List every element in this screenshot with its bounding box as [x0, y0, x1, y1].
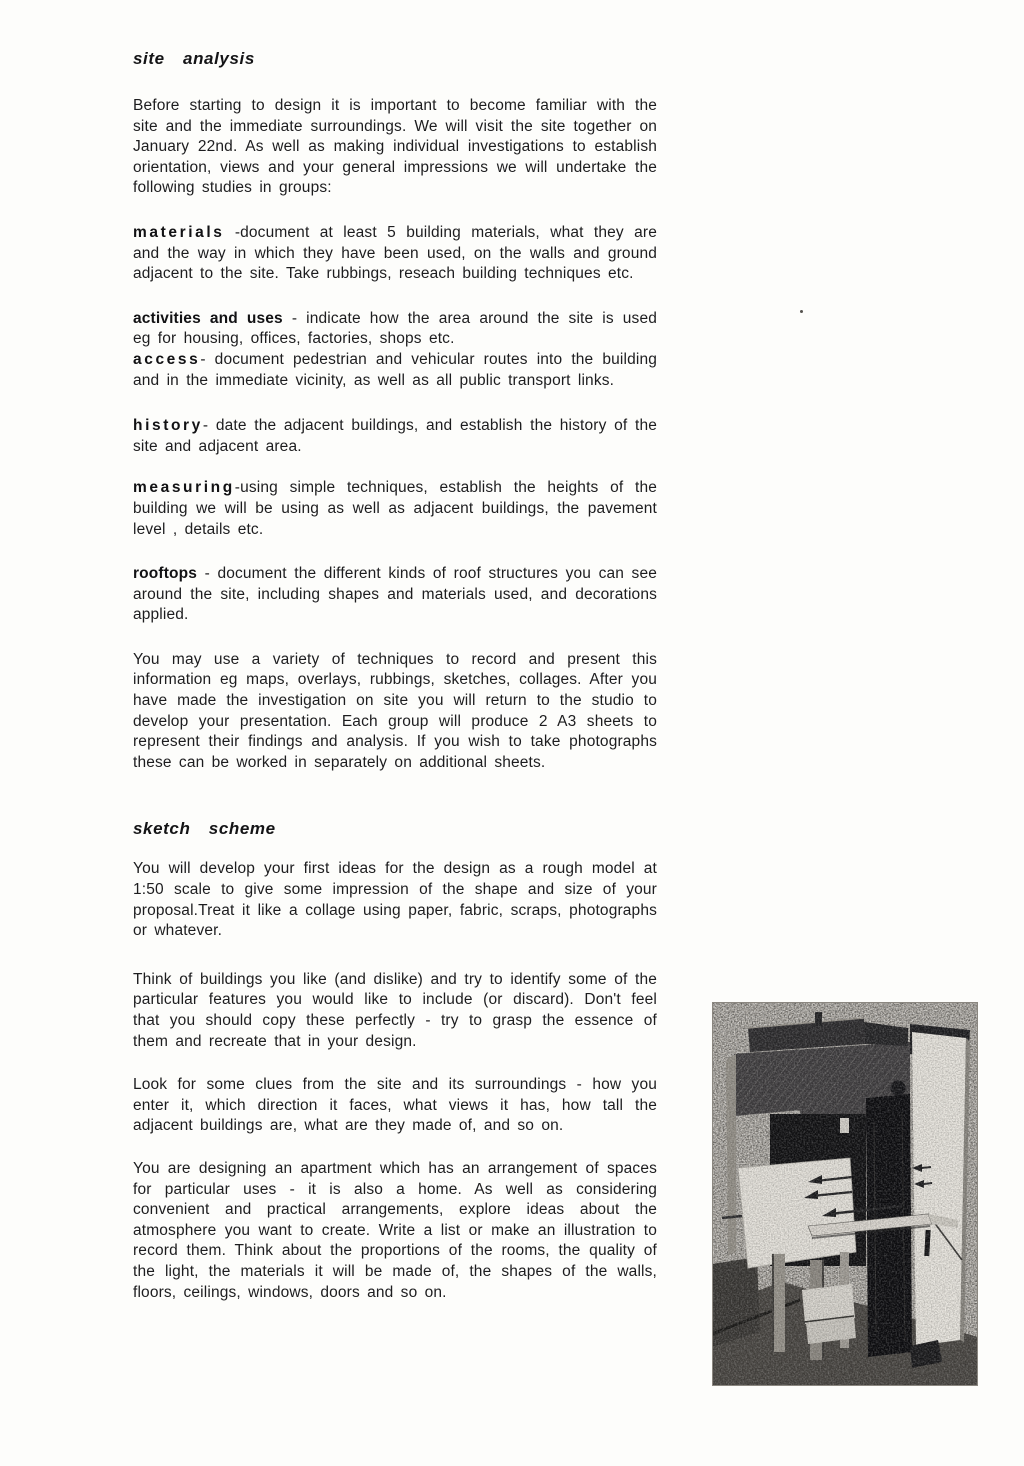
- paragraph-activities-uses: activities and uses - indicate how the area around the site is used eg for housing, offices, factories, shops etc.: [133, 309, 657, 348]
- paragraph-history: history- date the adjacent buildings, and establish the history of the site and adjacent area.: [133, 417, 657, 455]
- paragraph-site-clues: Look for some clues from the site and its surroundings - how you enter it, which direction it faces, what views it has, how tall the adjacent buildings are, what are they made of, and so on.: [133, 1076, 657, 1135]
- paragraph-materials: materials -document at least 5 building materials, what they are and the way in which they have been used, on the walls and ground adjacent to the site. Take rubbings, reseach building techniques etc.: [133, 223, 657, 283]
- heading-site-analysis: site analysis: [133, 49, 255, 68]
- heading-sketch-scheme: sketch scheme: [133, 819, 276, 839]
- term-rooftops: rooftops: [133, 565, 198, 583]
- term-history: history: [133, 417, 203, 435]
- scan-speck: [800, 310, 803, 313]
- term-materials: materials: [133, 223, 225, 241]
- term-access: access: [133, 350, 201, 368]
- text-column: [133, 48, 657, 1303]
- paragraph-measuring: measuring-using simple techniques, establish the heights of the building we will be using as well as adjacent buildings, the pavement level , details etc.: [133, 479, 657, 538]
- paragraph-rooftops: rooftops - document the different kinds of roof structures you can see around the site, including shapes and materials used, and decorations applied.: [133, 565, 657, 624]
- sketch-model-photo: [712, 1002, 978, 1386]
- term-activities-and-uses: activities and uses: [133, 309, 283, 327]
- paragraph-apartment-design: You are designing an apartment which has an arrangement of spaces for particular uses - it is also a home. As well as considering convenient and practical arrangements, explore ideas about the atmosphere you want to create. Write a list or make an illustration to record them. Think about the proportions of the rooms, the quality of the light, the materials it will be made of, the shapes of the walls, floors, ceilings, windows, doors and so on.: [133, 1159, 657, 1301]
- paragraph-access: access- document pedestrian and vehicular routes into the building and in the immediate vicinity, as well as all public transport links.: [133, 350, 657, 389]
- paragraph-rough-model: You will develop your first ideas for the design as a rough model at 1:50 scale to give some impression of the shape and size of your proposal.Treat it like a collage using paper, fabric, scraps, photographs or whatever.: [133, 860, 657, 940]
- paragraph-techniques: You may use a variety of techniques to record and present this information eg maps, overlays, rubbings, sketches, collages. After you have made the investigation on site you will return to the studio to develop your presentation. Each group will produce 2 A3 sheets to represent their findings and analysis. If you wish to take photographs these can be worked in separately on additional sheets.: [133, 650, 657, 771]
- term-measuring: measuring: [133, 479, 235, 497]
- paragraph-buildings-you-like: Think of buildings you like (and dislike) and try to identify some of the particular features you would like to include (or discard). Don't feel that you should copy these perfectly - try to grasp the essence of them and recreate that in your design.: [133, 970, 657, 1050]
- paragraph-intro: Before starting to design it is important to become familiar with the site and the immediate surroundings. We will visit the site together on January 22nd. As well as making individual investigations to establish orientation, views and your general impressions we will undertake the following studies in groups:: [133, 97, 657, 197]
- sketch-model-photo-art: [712, 1002, 978, 1386]
